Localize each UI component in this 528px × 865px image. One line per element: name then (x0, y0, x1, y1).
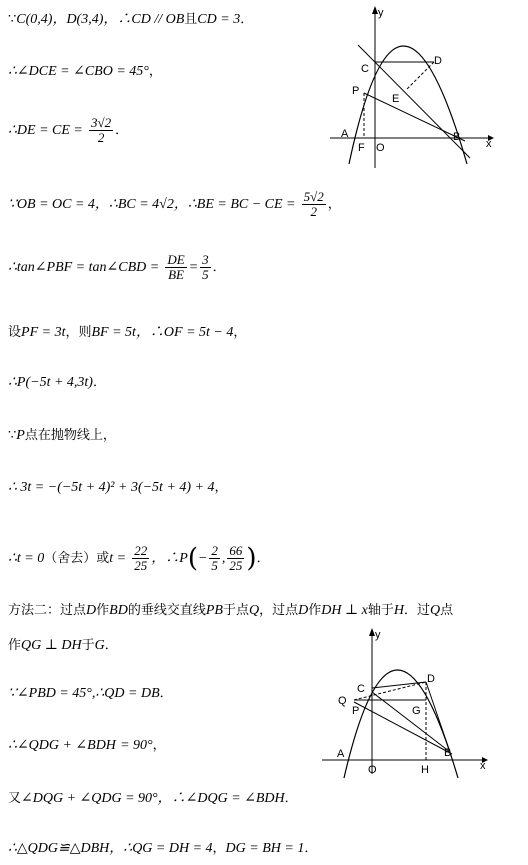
fraction-22-over-25 (132, 544, 149, 573)
text-dh-perp: DH ⊥ x (321, 603, 368, 618)
line-9 (8, 480, 228, 496)
line-10 (8, 544, 270, 573)
text-congruent: ∴△QDG≌△DBH (8, 841, 110, 856)
text-at: 于 (81, 638, 95, 653)
text-point: 点 (440, 603, 454, 618)
punct: ． (284, 791, 298, 806)
line-pb (364, 93, 465, 141)
label-o: O (376, 142, 385, 154)
text-and: 且 (184, 12, 198, 27)
text-dqg-bdh: ，∴∠DQG = ∠BDH (157, 791, 285, 806)
text-therefore-p: ，∴P (151, 551, 188, 566)
text-dg-bh: DG = BH = 1 (225, 841, 305, 856)
label-a: A (337, 748, 345, 760)
label-g: G (412, 705, 421, 717)
line-3 (8, 116, 128, 145)
fraction-2-over-5 (209, 544, 220, 573)
because-symbol: ∵ (8, 12, 17, 27)
text-points-c-d: C(0,4)，D(3,4) (16, 12, 104, 27)
text-p: P (16, 428, 25, 443)
text-method-two: 方法二：过点 (8, 603, 87, 618)
text-then: ，则 (65, 325, 92, 340)
comma: , (221, 551, 226, 566)
punct: ． (104, 638, 118, 653)
label-q: Q (338, 695, 347, 707)
line-5 (8, 253, 226, 282)
text-be: ，∴BE = BC − CE = (173, 197, 296, 212)
text-discard-or: （舍去）或 (44, 551, 110, 566)
text-pb: PB (205, 603, 223, 618)
line-2 (8, 64, 162, 80)
fraction-de-over-be (165, 253, 186, 282)
line-11 (8, 603, 453, 619)
line-15 (8, 791, 298, 807)
label-d: D (434, 55, 442, 67)
text-bc: ，∴BC = 4√2 (94, 197, 174, 212)
text-bf: BF = 5t (91, 325, 136, 340)
text-tan-equal: ∴tan∠PBF = tan∠CBD = (8, 260, 160, 275)
text-point-p: ∴P(−5t + 4,3t) (8, 375, 93, 390)
line-qb (354, 702, 452, 754)
label-y: y (378, 7, 384, 19)
punct: ． (92, 375, 106, 390)
text-bd: BD (109, 603, 128, 618)
fraction-3-over-5 (200, 253, 211, 282)
text-cd-length: CD = 3 (197, 12, 241, 27)
label-p: P (352, 85, 360, 97)
label-c: C (361, 63, 369, 75)
text-qdg-bdh: ∴∠QDG + ∠BDH (8, 738, 116, 753)
text-through: ．过 (404, 603, 431, 618)
label-e: E (392, 93, 400, 105)
punct: ． (115, 123, 129, 138)
line-7 (8, 375, 106, 391)
text-q: Q (430, 603, 441, 618)
text-perp-line: 的垂线交直线 (127, 603, 206, 618)
label-x: x (480, 760, 486, 772)
line-8 (8, 428, 116, 444)
segment-cd (372, 682, 426, 688)
text-make: 作 (96, 603, 110, 618)
punct: ， (212, 841, 226, 856)
text-d: D (86, 603, 97, 618)
punct: ． (240, 12, 254, 27)
punct: ． (256, 551, 270, 566)
line-13 (8, 686, 173, 702)
fraction-denominator: 25 (229, 558, 243, 573)
text-at-point: 于点 (222, 603, 249, 618)
text-equation: ∴ 3t = −(−5t + 4)² + 3(−5t + 4) + 4 (8, 480, 215, 495)
text-ninety: = 90° (120, 738, 153, 753)
text-de-ce: ∴DE = CE = (8, 123, 83, 138)
fraction-denominator: 2 (310, 204, 317, 219)
text-d: D (298, 603, 309, 618)
text-dqg-qdg: ∠DQG + ∠QDG = 90° (21, 791, 158, 806)
figure-2-parabola (320, 622, 500, 782)
punct: ， (152, 738, 166, 753)
punct: ． (212, 260, 226, 275)
label-d: D (427, 673, 435, 685)
line-12 (8, 638, 118, 654)
fraction-5root2-over-2 (302, 190, 326, 219)
text-axis-at: 轴于 (367, 603, 394, 618)
text-qg-perp: QG ⊥ DH (21, 638, 82, 653)
label-b: B (444, 747, 452, 759)
text-pf: PF = 3t (21, 325, 66, 340)
fraction-numerator: 66 (229, 543, 243, 558)
fraction-numerator: 3√2 (91, 115, 112, 130)
fraction-denominator: 2 (97, 130, 105, 145)
label-p: P (352, 705, 360, 717)
punct: ， (327, 197, 341, 212)
fraction-numerator: 22 (134, 543, 148, 558)
right-paren: ) (246, 543, 257, 574)
text-make: 作 (308, 603, 322, 618)
fraction-numerator: DE (167, 252, 185, 267)
segment-de (406, 62, 434, 90)
label-f: F (358, 142, 365, 154)
fraction-numerator: 5√2 (303, 189, 324, 204)
text-g: G (94, 638, 105, 653)
label-c: C (357, 683, 365, 695)
equals: = (188, 260, 199, 275)
line-4 (8, 190, 341, 219)
text-ob-oc: ∵OB = OC = 4 (8, 197, 95, 212)
minus-sign: − (197, 551, 208, 566)
text-through-point: ，过点 (259, 603, 299, 618)
figure-1-parabola (328, 0, 498, 175)
label-b: B (453, 131, 461, 143)
segment-db (426, 682, 450, 752)
text-qg-dh: ，∴QG = DH = 4 (109, 841, 213, 856)
fraction-numerator: 3 (202, 252, 209, 267)
line-16 (8, 841, 317, 857)
text-pbd: ∵∠PBD = 45°,∴QD = DB (8, 686, 160, 701)
text-h: H (393, 603, 404, 618)
text-angle-equal: ∴∠DCE = ∠CBO = 45° (8, 64, 149, 79)
line-6 (8, 325, 246, 341)
fraction-denominator: 25 (134, 558, 148, 573)
label-h: H (421, 764, 429, 776)
fraction-66-over-25 (227, 544, 244, 573)
text-t-zero: ∴t = 0 (8, 551, 45, 566)
line-14 (8, 738, 166, 754)
punct: ， (214, 480, 228, 495)
fraction-denominator: BE (168, 267, 184, 282)
text-make: 作 (8, 638, 22, 653)
text-on-parabola: 点在抛物线上， (24, 428, 116, 443)
fraction-denominator: 5 (202, 267, 209, 282)
text-let: 设 (8, 325, 22, 340)
punct: ． (304, 841, 318, 856)
punct: ． (159, 686, 173, 701)
fraction-numerator: 2 (211, 543, 218, 558)
because-symbol: ∵ (8, 428, 17, 443)
left-paren: ( (187, 543, 198, 574)
line-1 (8, 12, 253, 28)
punct: ， (233, 325, 247, 340)
label-a: A (341, 128, 349, 140)
text-t-equals: t = (109, 551, 127, 566)
text-q: Q (248, 603, 260, 618)
label-x: x (486, 138, 492, 150)
text-cd-parallel: ，∴CD // OB (103, 12, 185, 27)
fraction-denominator: 5 (211, 558, 218, 573)
label-o: O (368, 764, 377, 776)
fraction-3root2-over-2 (89, 116, 113, 145)
label-y: y (375, 629, 381, 641)
text-also: 又 (8, 791, 22, 806)
punct: ， (148, 64, 162, 79)
text-of: ，∴OF = 5t − 4 (135, 325, 234, 340)
